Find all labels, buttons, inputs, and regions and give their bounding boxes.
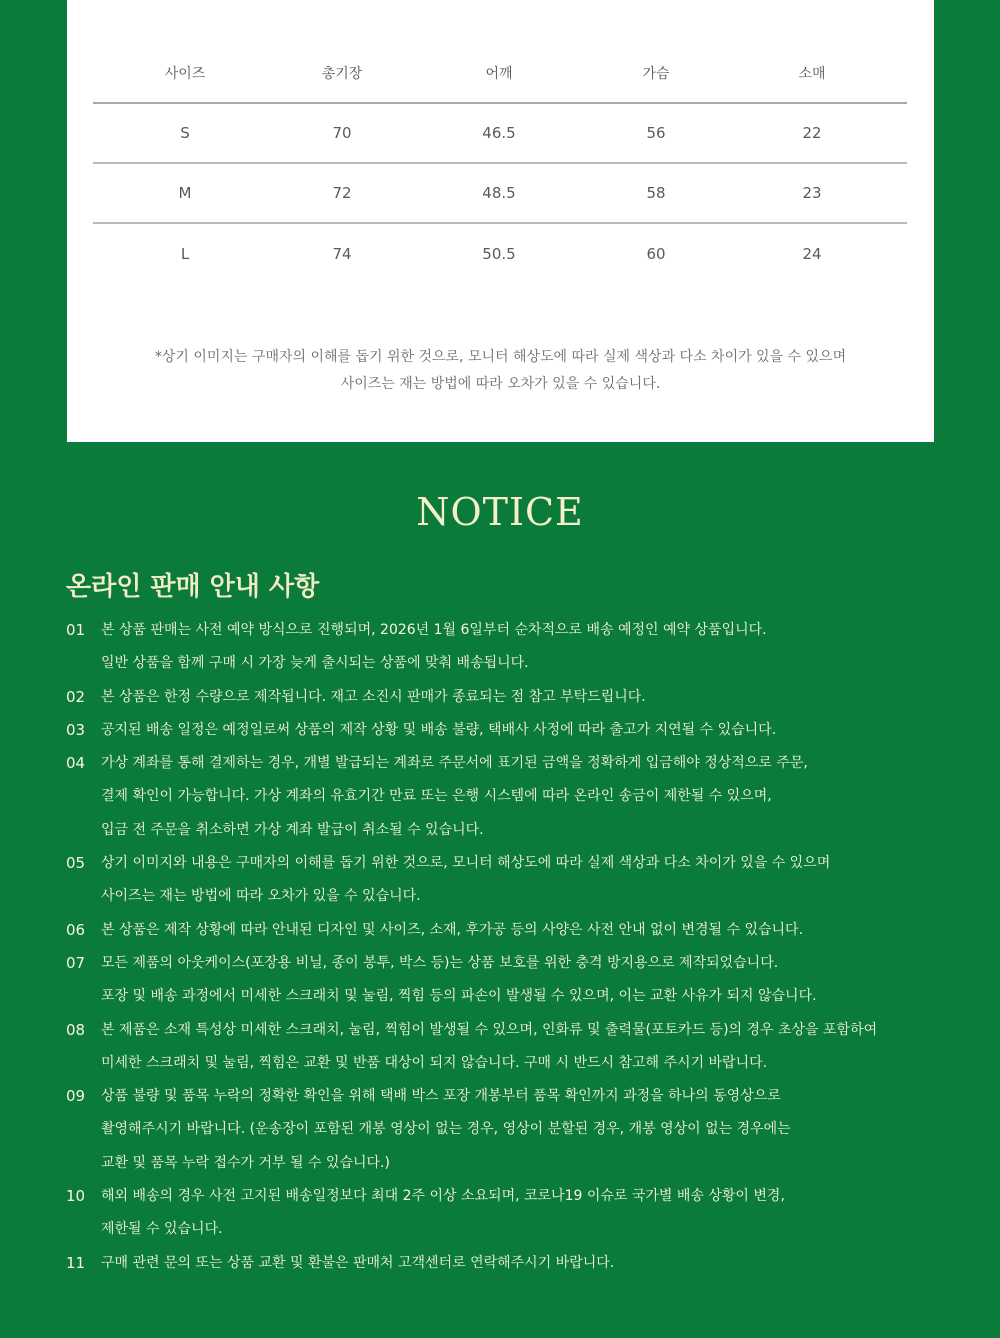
header-length: 총기장 (321, 66, 363, 82)
table-cell: 74 (332, 245, 352, 263)
item-number: 03 (66, 720, 86, 739)
table-cell: 70 (332, 124, 352, 142)
table-cell: M (178, 184, 192, 202)
item-line: 해외 배송의 경우 사전 고지된 배송일정보다 최대 2주 이상 소요되며, 코로나19 이슈로 국가별 배송 상황이 변경, (101, 1188, 785, 1205)
size-disclaimer (67, 344, 934, 398)
item-line: 구매 관련 문의 또는 상품 교환 및 환불은 판매처 고객센터로 연락해주시기 바랍니다. (101, 1254, 615, 1271)
item-number: 11 (66, 1253, 86, 1272)
item-line: 본 제품은 소재 특성상 미세한 스크래치, 눌림, 찍힘이 발생될 수 있으며, 인화류 및 출력물(포토카드 등)의 경우 초상을 포함하여 (101, 1021, 878, 1038)
item-line: 제한될 수 있습니다. (101, 1221, 223, 1238)
size-chart-panel (67, 0, 934, 442)
item-line: 본 상품 판매는 사전 예약 방식으로 진행되며, 2026년 1월 6일부터 순차적으로 배송 예정인 예약 상품입니다. (101, 622, 767, 638)
table-row (93, 104, 907, 164)
item-line: 본 상품은 제작 상황에 따라 안내된 디자인 및 사이즈, 소재, 후가공 등의 사양은 사전 안내 없이 변경될 수 있습니다. (101, 921, 804, 938)
header-chest: 가슴 (642, 66, 670, 82)
item-number: 01 (66, 621, 86, 639)
table-cell: 46.5 (482, 124, 516, 142)
section-title: 온라인 판매 안내 사항 (66, 572, 320, 602)
item-line: 촬영해주시기 바랍니다. (운송장이 포함된 개봉 영상이 없는 경우, 영상이 분할된 경우, 개봉 영상이 없는 경우에는 (101, 1121, 791, 1138)
item-number: 08 (66, 1020, 86, 1039)
list-item (66, 1180, 966, 1247)
list-item (66, 681, 966, 714)
disclaimer-line: 사이즈는 재는 방법에 따라 오차가 있을 수 있습니다. (340, 376, 661, 392)
table-row (93, 164, 907, 224)
item-number: 06 (66, 920, 86, 939)
item-number: 02 (66, 687, 86, 706)
item-line: 본 상품은 한정 수량으로 제작됩니다. 재고 소진시 판매가 종료되는 점 참고 부탁드립니다. (101, 688, 646, 705)
table-cell: 50.5 (482, 245, 516, 263)
table-row (93, 224, 907, 284)
list-item (66, 747, 966, 847)
table-cell: 24 (802, 245, 822, 263)
list-item (66, 1014, 966, 1081)
notice-title: NOTICE (416, 490, 584, 534)
list-item (66, 1080, 966, 1180)
list-item (66, 1247, 966, 1280)
header-size: 사이즈 (164, 66, 206, 82)
item-line: 공지된 배송 일정은 예정일로써 상품의 제작 상황 및 배송 불량, 택배사 사정에 따라 출고가 지연될 수 있습니다. (101, 721, 777, 738)
item-number: 04 (66, 754, 86, 773)
item-line: 포장 및 배송 과정에서 미세한 스크래치 및 눌림, 찍힘 등의 파손이 발생될 수 있으며, 이는 교환 사유가 되지 않습니다. (101, 988, 817, 1005)
item-line: 상기 이미지와 내용은 구매자의 이해를 돕기 위한 것으로, 모니터 해상도에 따라 실제 색상과 다소 차이가 있을 수 있으며 (101, 855, 831, 872)
list-item (66, 614, 966, 681)
list-item (66, 847, 966, 914)
item-line: 가상 계좌를 통해 결제하는 경우, 개별 발급되는 계좌로 주문서에 표기된 금액을 정확하게 입금해야 정상적으로 주문, (101, 755, 808, 772)
list-item (66, 947, 966, 1014)
disclaimer-line: *상기 이미지는 구매자의 이해를 돕기 위한 것으로, 모니터 해상도에 따라 실제 색상과 다소 차이가 있을 수 있으며 (154, 349, 847, 365)
item-number: 09 (66, 1087, 86, 1106)
table-cell: 58 (646, 184, 666, 202)
item-line: 사이즈는 재는 방법에 따라 오차가 있을 수 있습니다. (101, 888, 421, 905)
item-line: 입금 전 주문을 취소하면 가상 계좌 발급이 취소될 수 있습니다. (101, 821, 484, 838)
item-line: 교환 및 품목 누락 접수가 거부 될 수 있습니다.) (101, 1154, 390, 1171)
item-line: 미세한 스크래치 및 눌림, 찍힘은 교환 및 반품 대상이 되지 않습니다. 구매 시 반드시 참고해 주시기 바랍니다. (101, 1054, 768, 1071)
list-item (66, 914, 966, 947)
table-cell: S (180, 124, 190, 142)
notice-list (66, 614, 966, 1280)
table-cell: 22 (802, 124, 822, 142)
item-line: 상품 불량 및 품목 누락의 정확한 확인을 위해 택배 박스 포장 개봉부터 품목 확인까지 과정을 하나의 동영상으로 (101, 1088, 781, 1105)
table-cell: 56 (646, 124, 666, 142)
item-line: 모든 제품의 아웃케이스(포장용 비닐, 종이 봉투, 박스 등)는 상품 보호를 위한 충격 방지용으로 제작되었습니다. (101, 954, 779, 971)
item-line: 일반 상품을 함께 구매 시 가장 늦게 출시되는 상품에 맞춰 배송됩니다. (101, 655, 529, 672)
size-table (93, 44, 907, 284)
header-sleeve: 소매 (798, 66, 826, 82)
list-item (66, 714, 966, 747)
item-number: 10 (66, 1187, 86, 1206)
table-cell: L (180, 245, 190, 263)
size-table-header (93, 44, 907, 104)
item-number: 05 (66, 854, 86, 873)
table-cell: 72 (332, 184, 352, 202)
item-line: 결제 확인이 가능합니다. 가상 계좌의 유효기간 만료 또는 은행 시스템에 따라 온라인 송금이 제한될 수 있으며, (101, 788, 772, 805)
item-number: 07 (66, 953, 86, 972)
table-cell: 60 (646, 245, 666, 263)
table-cell: 48.5 (482, 184, 516, 202)
header-shoulder: 어깨 (485, 66, 513, 82)
table-cell: 23 (802, 184, 822, 202)
